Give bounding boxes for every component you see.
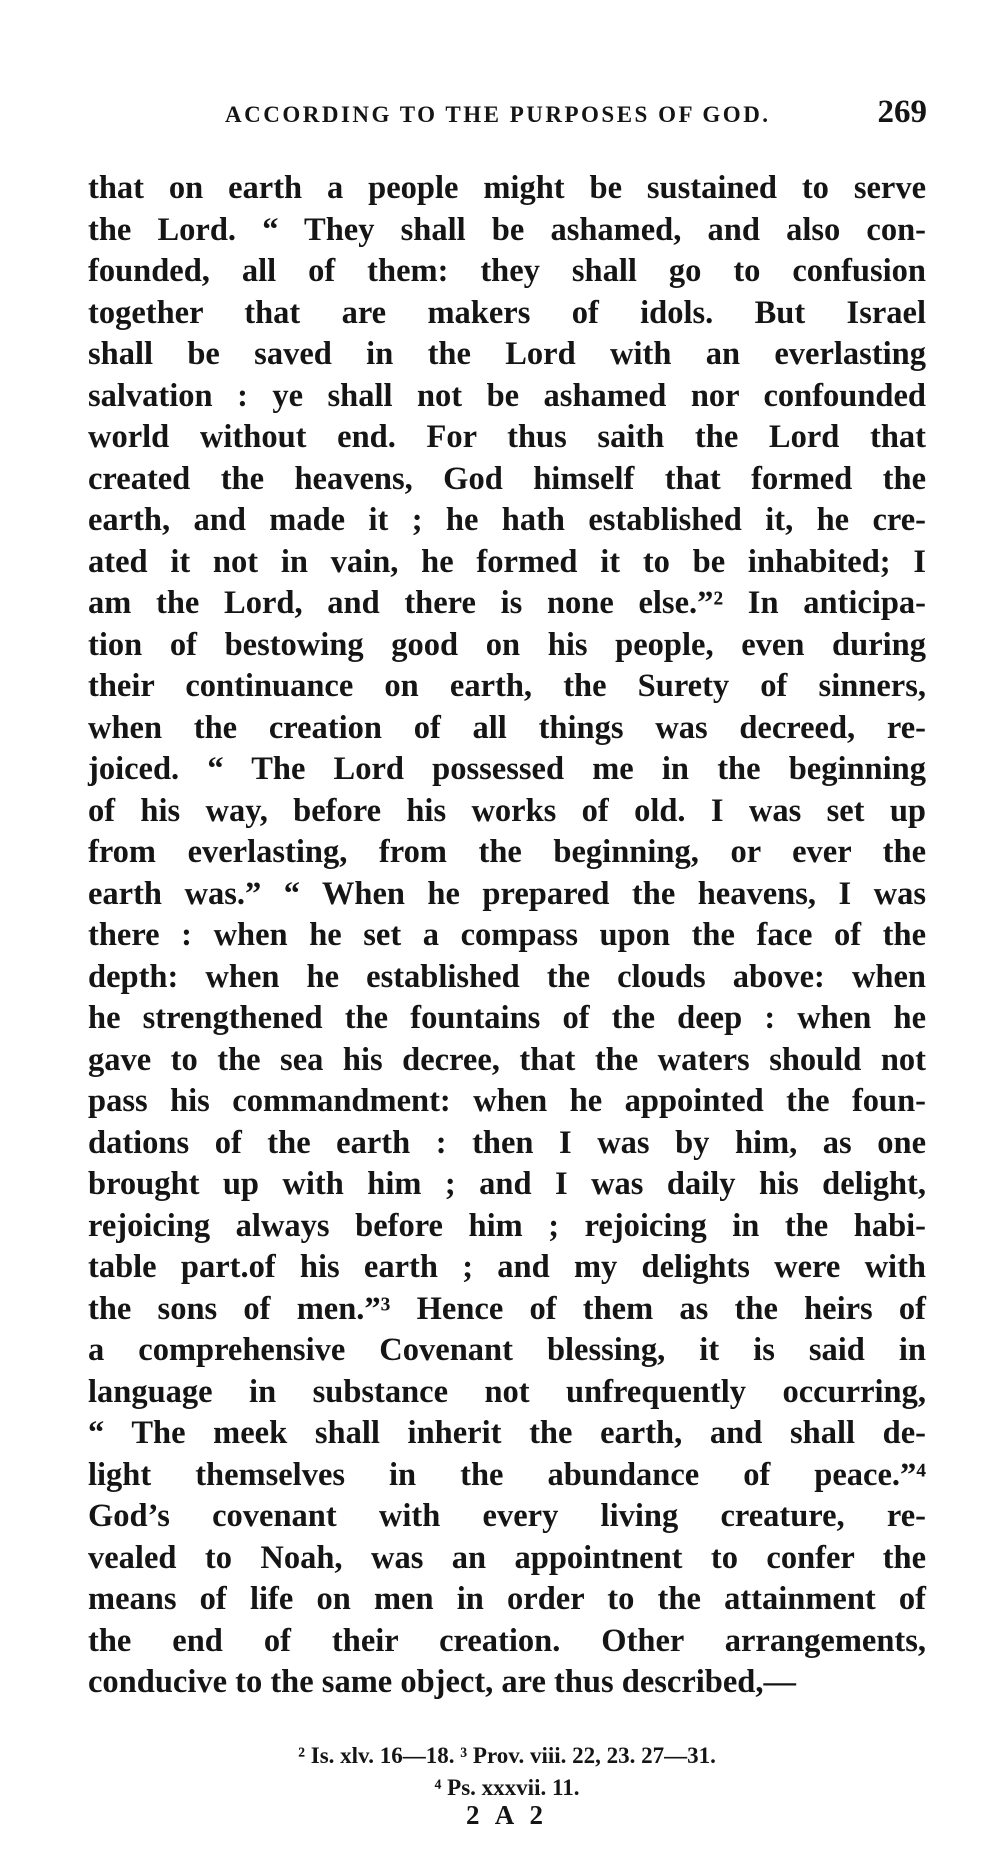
text-line: table part.of his earth ; and my delights were with xyxy=(88,1249,926,1285)
text-line: language in substance not unfrequently occurring, xyxy=(88,1373,926,1410)
text-line: a comprehensive Covenant blessing, it is said in xyxy=(88,1332,926,1368)
text-line: their continuance on earth, the Surety of sinners, xyxy=(88,668,926,704)
text-line: founded, all of them: they shall go to confusion xyxy=(88,253,926,289)
text-line: the Lord. “ They shall be ashamed, and also con- xyxy=(88,211,926,248)
text-line: salvation : ye shall not be ashamed nor confounded xyxy=(88,377,926,414)
footnote-line: ⁴ Ps. xxxvii. 11. xyxy=(434,1775,580,1800)
text-line: from everlasting, from the beginning, or ever the xyxy=(88,834,926,870)
text-line: earth, and made it ; he hath established it, he cre- xyxy=(88,502,926,538)
text-line: that on earth a people might be sustained to serve xyxy=(88,170,926,206)
text-line: he strengthened the fountains of the deep : when he xyxy=(88,1000,926,1036)
text-line: of his way, before his works of old. I was set up xyxy=(88,792,926,829)
text-line: rejoicing always before him ; rejoicing in the habi- xyxy=(88,1207,926,1244)
text-line: conducive to the same object, are thus described,— xyxy=(88,1664,797,1700)
text-line: the end of their creation. Other arrangements, xyxy=(88,1622,926,1659)
text-line: depth: when he established the clouds above: when xyxy=(88,958,926,995)
text-line: dations of the earth : then I was by him, as one xyxy=(88,1124,926,1161)
text-line: shall be saved in the Lord with an everlasting xyxy=(88,336,926,372)
text-line: “ The meek shall inherit the earth, and shall de- xyxy=(88,1415,926,1451)
text-line: the sons of men.”³ Hence of them as the heirs of xyxy=(88,1290,926,1327)
text-line: created the heavens, God himself that formed the xyxy=(88,460,926,497)
text-line: means of life on men in order to the attainment of xyxy=(88,1581,926,1617)
text-line: there : when he set a compass upon the face of the xyxy=(88,917,926,953)
text-line: earth was.” “ When he prepared the heavens, I was xyxy=(88,875,926,912)
text-line: world without end. For thus saith the Lord that xyxy=(88,419,926,455)
text-line: brought up with him ; and I was daily his delight, xyxy=(88,1166,926,1202)
text-line: joiced. “ The Lord possessed me in the beginning xyxy=(88,751,926,787)
text-line: tion of bestowing good on his people, even during xyxy=(88,626,926,663)
text-line: God’s covenant with every living creature, re- xyxy=(88,1498,926,1534)
text-line: am the Lord, and there is none else.”² In anticipa- xyxy=(88,585,926,621)
text-line: ated it not in vain, he formed it to be inhabited; I xyxy=(88,543,926,580)
text-line: light themselves in the abundance of peace.”⁴ xyxy=(88,1456,926,1493)
running-head xyxy=(90,94,935,134)
text-line: gave to the sea his decree, that the waters should not xyxy=(88,1041,926,1078)
text-line: pass his commandment: when he appointed the foun- xyxy=(88,1083,926,1119)
footnotes xyxy=(88,1740,926,1804)
signature-mark: 2 A 2 xyxy=(465,1800,549,1830)
footnote-line: ² Is. xlv. 16—18. ³ Prov. viii. 22, 23. 27—31. xyxy=(298,1743,716,1768)
running-head-title: ACCORDING TO THE PURPOSES OF GOD. xyxy=(225,102,771,127)
body-text xyxy=(88,168,926,1704)
page-number: 269 xyxy=(877,94,927,130)
text-line: when the creation of all things was decreed, re- xyxy=(88,709,926,746)
text-line: together that are makers of idols. But Israel xyxy=(88,294,926,331)
text-line: vealed to Noah, was an appointnent to confer the xyxy=(88,1539,926,1576)
